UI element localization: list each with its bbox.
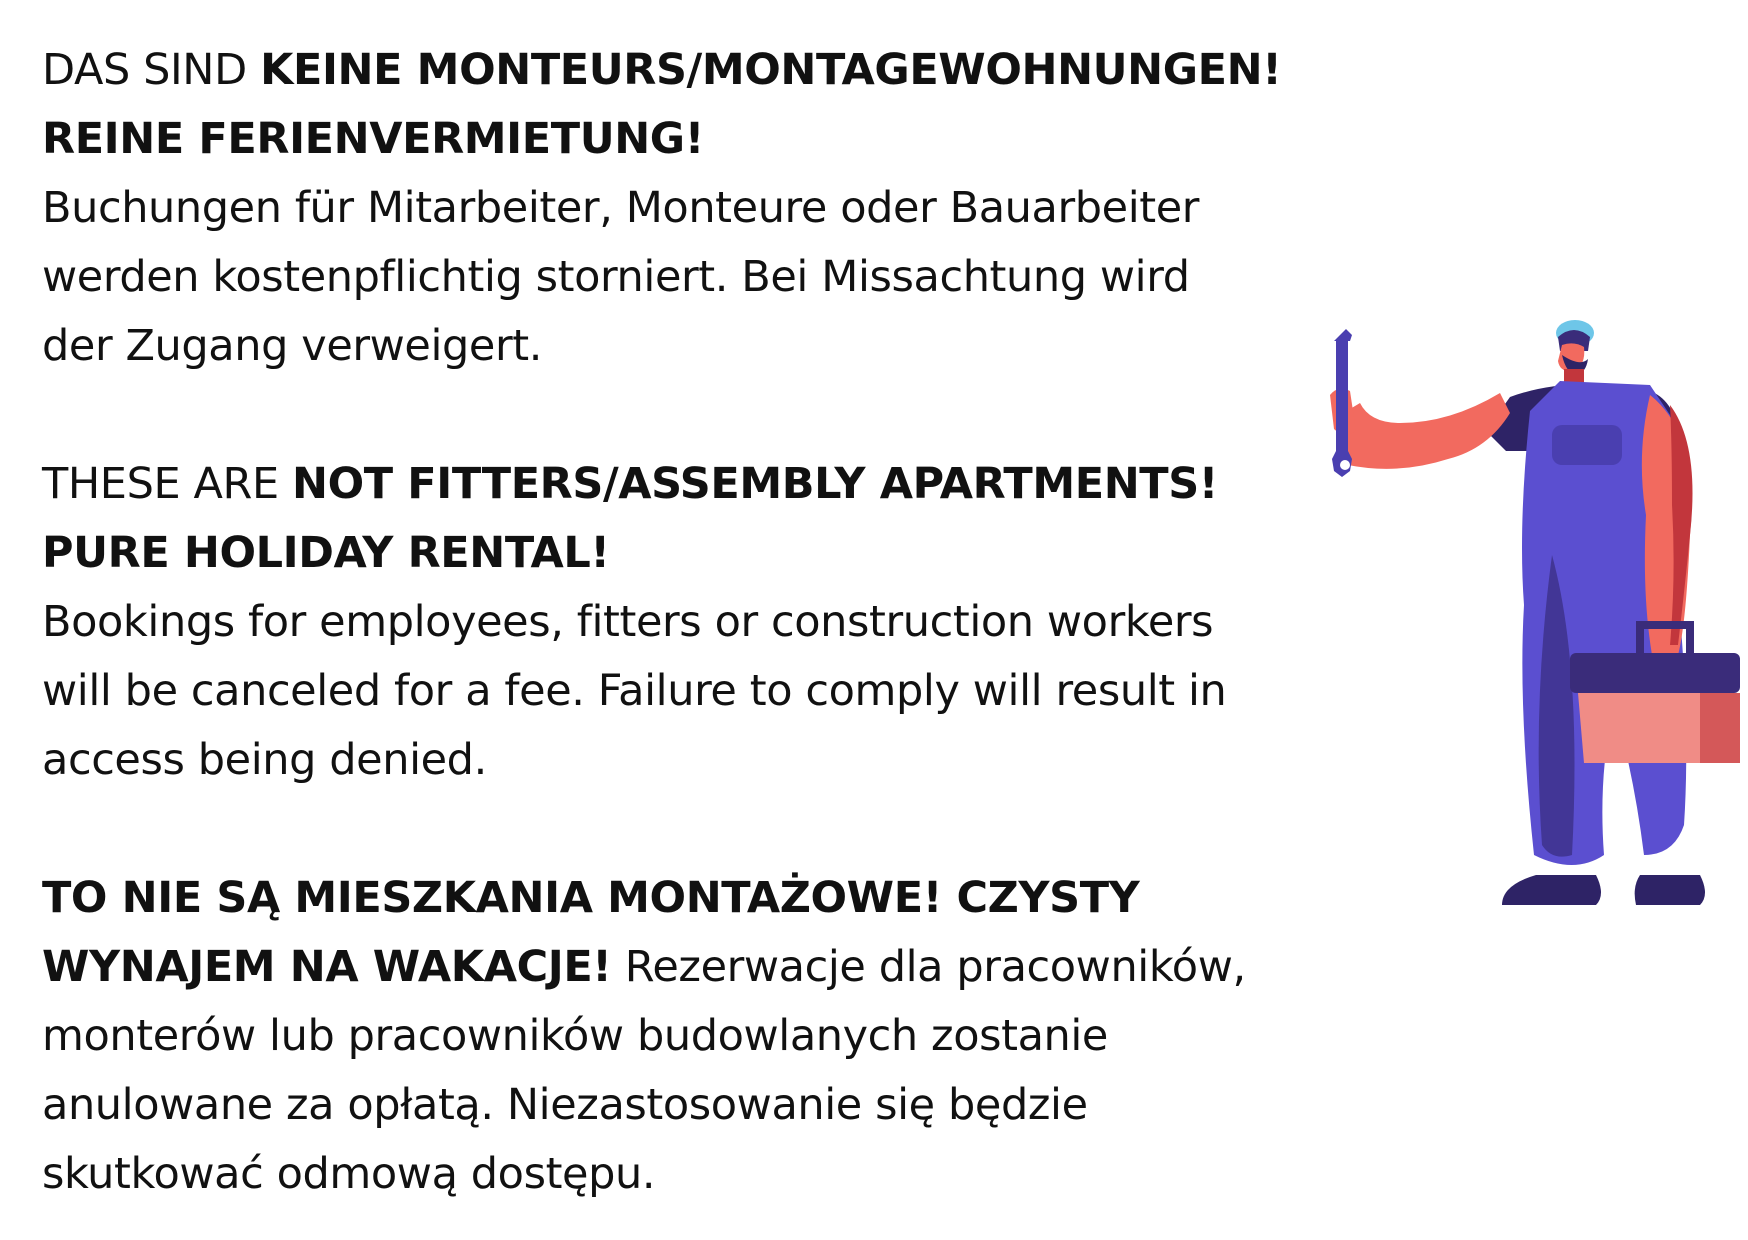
en-headline [42,450,1462,519]
section-gap [42,381,1462,450]
de-body-line: der Zugang verweigert. [42,321,542,371]
de-body-line: werden kostenpflichtig storniert. Bei Missachtung wird [42,252,1190,302]
pl-body-line: anulowane za opłatą. Niezastosowanie się będzie [42,1080,1088,1130]
de-headline [42,36,1462,105]
de-subline [42,105,1462,174]
de-headline-bold: KEINE MONTEURS/MONTAGEWOHNUNGEN! [260,45,1282,95]
en-headline-bold: NOT FITTERS/ASSEMBLY APARTMENTS! [292,459,1219,509]
overalls-pocket [1552,425,1622,465]
en-body-line: access being denied. [42,735,487,785]
de-lead: DAS SIND [42,45,261,95]
pl-headline [42,864,1462,933]
de-subline-bold: REINE FERIENVERMIETUNG! [42,114,704,164]
pl-headline-bold-2: WYNAJEM NA WAKACJE! [42,942,612,992]
pl-headline-line2 [42,933,1462,1002]
section-gap [42,795,1462,864]
en-body-line: Bookings for employees, fitters or construction workers [42,597,1214,647]
toolbox-shadow [1700,693,1740,763]
pl-body-line: skutkować odmową dostępu. [42,1149,656,1199]
pl-body-line: monterów lub pracowników budowlanych zostanie [42,1011,1108,1061]
wrench-eye [1340,460,1350,470]
left-boot [1502,875,1601,905]
rental-notice [42,36,1462,1209]
pl-headline-bold: TO NIE SĄ MIESZKANIA MONTAŻOWE! CZYSTY [42,873,1140,923]
lowered-arm-shadow [1670,405,1693,645]
en-lead: THESE ARE [42,459,293,509]
right-boot [1635,875,1705,905]
en-subline-bold: PURE HOLIDAY RENTAL! [42,528,610,578]
worker-with-wrench-and-toolbox-icon [1300,315,1740,975]
en-body-line: will be canceled for a fee. Failure to comply will result in [42,666,1227,716]
de-body-line: Buchungen für Mitarbeiter, Monteure oder Bauarbeiter [42,183,1200,233]
raised-arm [1336,393,1510,469]
en-subline [42,519,1462,588]
toolbox-lid [1570,653,1740,693]
pl-line2-rest: Rezerwacje dla pracowników, [611,942,1246,992]
